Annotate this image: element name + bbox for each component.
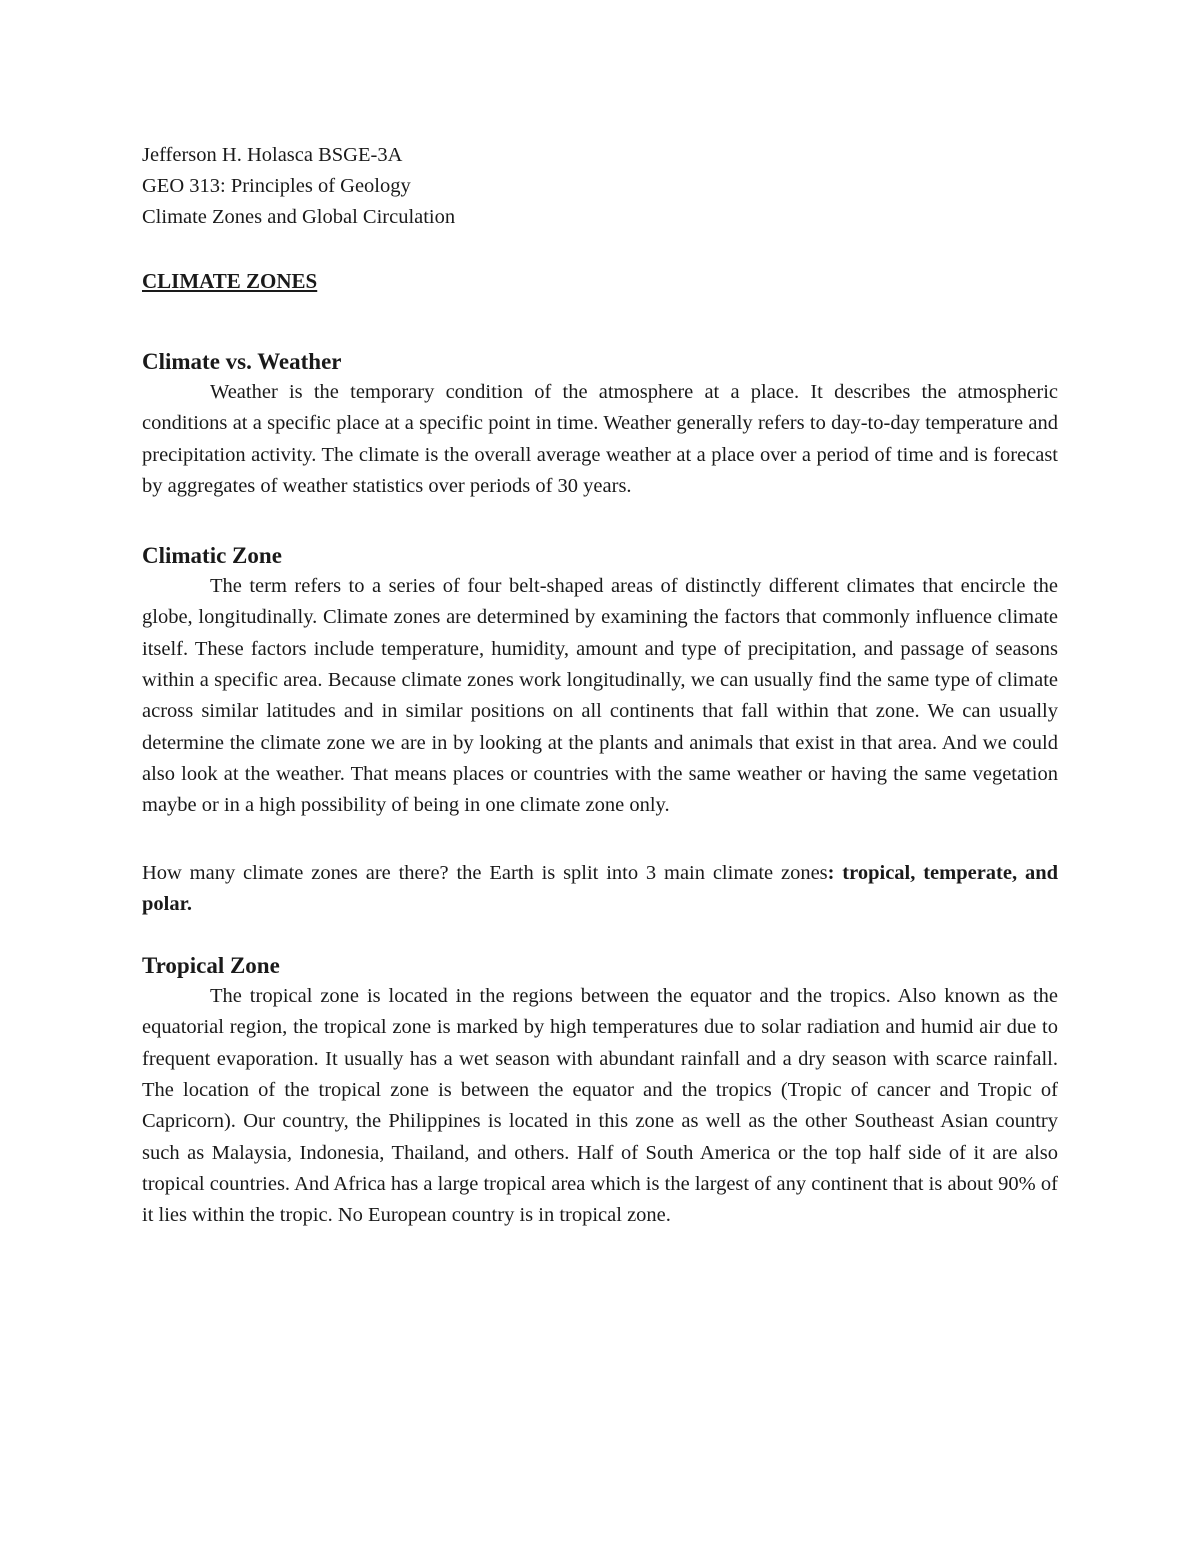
author-line: Jefferson H. Holasca BSGE-3A: [142, 144, 403, 166]
paragraph-climate-zone-question: [142, 858, 1058, 921]
document-title: CLIMATE ZONES: [142, 269, 318, 293]
paragraph-tropical-zone: The tropical zone is located in the regions between the equator and the tropics. Also known as the equatorial region, the tropical zone is marked by high temperatures due to solar radiation and humid air due to frequent evaporation. It usually has a wet season with abundant rainfall and a dry season with scarce rainfall. The location of the tropical zone is between the equator and the tropics (Tropic of cancer and Tropic of Capricorn). Our country, the Philippines is located in this zone as well as the other Southeast Asian country such as Malaysia, Indonesia, Thailand, and others. Half of South America or the top half side of it are also tropical countries. And Africa has a large tropical area which is the largest of any continent that is about 90% of it lies within the tropic. No European country is in tropical zone.: [142, 985, 1058, 1227]
section-heading-climate-vs-weather: Climate vs. Weather: [142, 349, 342, 374]
question-text: How many climate zones are there? the Earth is split into 3 main climate zones: [142, 861, 828, 884]
question-answer-bold: : tropical, temperate, and polar.: [142, 861, 1058, 915]
section-heading-climatic-zone: Climatic Zone: [142, 543, 282, 569]
paragraph-climatic-zone: The term refers to a series of four belt-shaped areas of distinctly different climates that encircle the globe, longitudinally. Climate zones are determined by examining the factors that commonly influence climate itself. These factors include temperature, humidity, amount and type of precipitation, and passage of seasons within a specific area. Because climate zones work longitudinally, we can usually find the same type of climate across similar latitudes and in similar positions on all continents that fall within that zone. We can usually determine the climate zone we are in by looking at the plants and animals that exist in that area. And we could also look at the weather. That means places or countries with the same weather or having the same vegetation maybe or in a high possibility of being in one climate zone only.: [142, 575, 1058, 817]
section-heading-tropical-zone: Tropical Zone: [142, 953, 280, 979]
document-page: [142, 140, 1058, 1232]
course-line: GEO 313: Principles of Geology: [142, 175, 411, 197]
paragraph-climate-vs-weather: Weather is the temporary condition of the atmosphere at a place. It describes the atmospheric conditions at a specific place at a specific point in time. Weather generally refers to day-to-day temperature and precipitation activity. The climate is the overall average weather at a place over a period of time and is forecast by aggregates of weather statistics over periods of 30 years.: [142, 381, 1058, 497]
topic-line: Climate Zones and Global Circulation: [142, 206, 456, 228]
